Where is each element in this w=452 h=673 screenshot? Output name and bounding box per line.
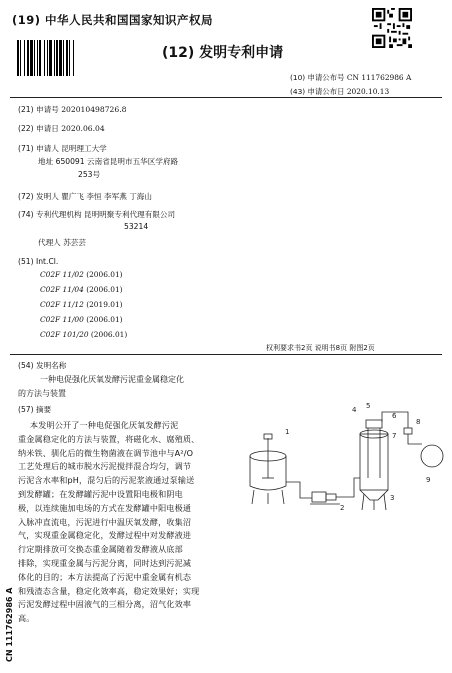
applicant: 昆明理工大学 <box>61 144 107 153</box>
ipc-item: C02F 11/04 (2006.01) <box>40 285 123 294</box>
ipc-item: C02F 11/00 (2006.01) <box>40 315 123 324</box>
apparatus-figure <box>242 398 444 514</box>
figure-label: 8 <box>416 418 421 426</box>
barcode <box>16 40 102 76</box>
pub-date-label: (43) 申请公布日 <box>290 87 345 96</box>
document-type: (12) 发明专利申请 <box>162 45 284 61</box>
agent: 苏芸芸 <box>63 238 86 247</box>
abstract-line: 体化的目的；本方法提高了污泥中重金属有机态 <box>18 571 192 582</box>
pub-date: 2020.10.13 <box>346 87 390 96</box>
figure-label: 9 <box>426 476 431 484</box>
title-rule <box>10 354 442 355</box>
agent-row <box>38 237 86 248</box>
abstract-line: 高。 <box>18 613 35 624</box>
inventors: 瞿广飞 李恒 李军燕 丁海山 <box>61 192 152 201</box>
ipc-item: C02F 11/12 (2019.01) <box>40 300 123 309</box>
figure-label: 1 <box>285 428 290 436</box>
pub-number-row <box>290 72 411 83</box>
title-label: (54) 发明名称 <box>18 361 67 370</box>
office-heading: (19) 中华人民共和国国家知识产权局 <box>12 13 214 27</box>
application-date-row <box>18 123 105 134</box>
side-publication-number: CN 111762986 A <box>5 587 14 662</box>
pub-number: CN 111762986 A <box>346 73 412 82</box>
abstract-line: 排除，实现重金属与污泥分离，同时达到污泥减 <box>18 558 192 568</box>
pub-date-row <box>290 86 389 97</box>
application-number-label: (21) 申请号 <box>18 105 59 114</box>
abstract-line: 工艺处理后的城市脱水污泥搅拌混合均匀，调节 <box>18 461 192 472</box>
title-line-2: 的方法与装置 <box>18 389 66 398</box>
abstract-line: 极，以连续施加电场的方式在发酵罐中阳电极通 <box>18 502 192 513</box>
abstract-line: 到发酵罐；在发酵罐污泥中设置阳电极和阴电 <box>18 489 183 499</box>
pub-number-label: (10) 申请公布号 <box>290 73 345 82</box>
agency-code: 53214 <box>124 222 149 231</box>
inventors-label: (72) 发明人 <box>18 192 59 201</box>
abstract-line: 纳米铁、驯化后的微生物菌液在调节池中与A²/O <box>18 447 194 458</box>
figure-label: 5 <box>366 402 371 410</box>
abstract-line: 污泥含水率和pH，混匀后的污泥浆液通过泵输送 <box>18 475 195 486</box>
applicant-label: (71) 申请人 <box>18 144 59 153</box>
address-row <box>38 156 178 167</box>
figure-label: 7 <box>392 432 397 440</box>
abstract-line: 污泥发酵过程中固液气的三相分离，沼气化效率 <box>18 599 192 610</box>
abstract-line: 重金属稳定化的方法与装置，将磁化水、腐殖质、 <box>18 433 200 444</box>
agency-row <box>18 209 175 220</box>
applicant-row <box>18 143 107 154</box>
abstract-line: 气，实现重金属稳定化，发酵过程中对发酵液进 <box>18 530 192 541</box>
address-line-2: 253号 <box>78 170 101 179</box>
header-rule <box>10 97 442 98</box>
figure-label: 2 <box>340 504 345 512</box>
agent-label: 代理人 <box>38 238 61 247</box>
figure-label: 4 <box>352 406 357 414</box>
abstract-label: (57) 摘要 <box>18 405 52 414</box>
figure-label: 3 <box>390 494 395 502</box>
ipc-label: (51) Int.Cl. <box>18 257 59 266</box>
pages-summary: 权利要求书2页 说明书8页 附图2页 <box>266 344 375 352</box>
abstract-line: 和残渣态含量，稳定化效率高，稳定效果好；实现 <box>18 585 200 596</box>
ipc-item: C02F 11/02 (2006.01) <box>40 270 123 279</box>
figure-label: 6 <box>392 412 397 420</box>
application-date-label: (22) 申请日 <box>18 124 59 133</box>
address-label: 地址 <box>38 157 54 166</box>
application-number: 202010498726.8 <box>61 105 127 114</box>
address-line-1: 650091 云南省昆明市五华区学府路 <box>55 157 179 166</box>
inventors-row <box>18 191 152 202</box>
application-date: 2020.06.04 <box>61 124 105 133</box>
abstract-line: 入脉冲直流电，污泥进行中温厌氧发酵，收集沼 <box>18 516 192 527</box>
agency: 昆明明聚专利代理有限公司 <box>84 210 176 219</box>
qr-code <box>372 8 412 48</box>
abstract-line: 行定期排放可交换态重金属随着发酵液从底部 <box>18 544 183 555</box>
application-number-row <box>18 104 126 115</box>
agency-label: (74) 专利代理机构 <box>18 210 82 219</box>
ipc-item: C02F 101/20 (2006.01) <box>40 330 128 339</box>
title-line-1: 一种电促强化厌氧发酵污泥重金属稳定化 <box>40 375 184 384</box>
abstract-line: 本发明公开了一种电促强化厌氧发酵污泥 <box>30 420 179 430</box>
